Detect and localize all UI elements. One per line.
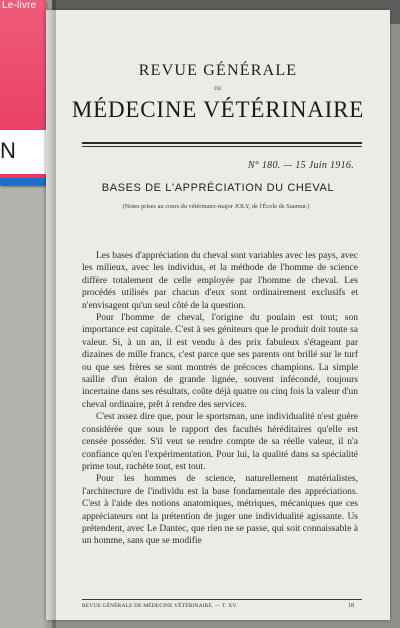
journal-title-line2: MÉDECINE VÉTÉRINAIRE	[71, 97, 365, 122]
paragraph: Pour les hommes de science, naturellement matérialistes, l'architecture de l'individu est la base fondamentale des appréciations. C'est à l'aide des notions anatomiques, métriques, mécaniques que ces appréciateurs ont la prétention de juger une individualité agissante. Us prétendent, avec Le Dantec, que rien ne se passe, qui soit connaissable à un homme, sans que se modifie	[82, 474, 358, 547]
article-title: BASES DE L'APPRÉCIATION DU CHEVAL	[101, 182, 335, 194]
header-rule-thick	[82, 142, 362, 144]
article-subtitle: (Notes prises au cours du vétérinaire-major JOLY, de l'École de Saumur.)	[122, 203, 310, 210]
paragraph: C'est assez dire que, pour le sportsman, une individualité n'est guère considérée que sous le rapport des facultés héréditaires qu'elle est censée posséder. S'il veut se rendre compte de sa réelle valeur, il n'a confiance qu'en l'expérimentation. Pour lui, la qualité dans sa spécialité prime tout, rachète tout, est tout.	[82, 412, 358, 472]
seller-sticker	[0, 0, 46, 186]
footer-rule	[82, 599, 362, 600]
sticker-blue-band	[0, 178, 46, 186]
document-page	[46, 10, 390, 620]
header-rule-thin	[82, 146, 362, 147]
paragraph: Les bases d'appréciation du cheval sont variables avec les pays, avec les milieux, avec les individus, et la méthode de l'homme de science diffère totalement de celle employée par l'homme de cheval. Les procédés utilisés par chacun d'eux sont ordinairement exclusifs et n'envisagent qu'un seul côté de la question.	[82, 251, 358, 311]
signature-mark: 18	[348, 603, 354, 609]
article-body	[82, 250, 358, 548]
paragraph: Pour l'homme de cheval, l'origine du poulain est tout; son importance est capitale. C'est à ses géniteurs que le produit doit toute sa valeur. Si, à un an, il est vendu à des prix fabuleux s'étageant par dizaines de mille francs, c'est parce que ses parents ont brillé sur le turf ou que ses frères se sont montrés de précoces champions. La simple saillie d'un étalon de grande lignée, souvent infécondé, toujours incertaine dans ses résultats, coûte déjà quatre ou cinq fois la valeur d'un cheval ordinaire, prêt à rendre des services.	[82, 313, 358, 410]
journal-title-connector: DE	[214, 87, 222, 92]
issue-number-date: N° 180. — 15 Juin 1916.	[247, 160, 354, 171]
running-footer: REVUE GÉNÉRALE DE MÉDECINE VÉTÉRINAIRE. — T. XV.	[82, 603, 238, 609]
sticker-white-label	[0, 130, 46, 174]
sticker-brand-text: Le-livre	[2, 0, 37, 11]
journal-title-line1: REVUE GÉNÉRALE	[138, 62, 298, 79]
page-edge-shadow	[42, 0, 56, 628]
sticker-letter: N	[0, 138, 16, 163]
